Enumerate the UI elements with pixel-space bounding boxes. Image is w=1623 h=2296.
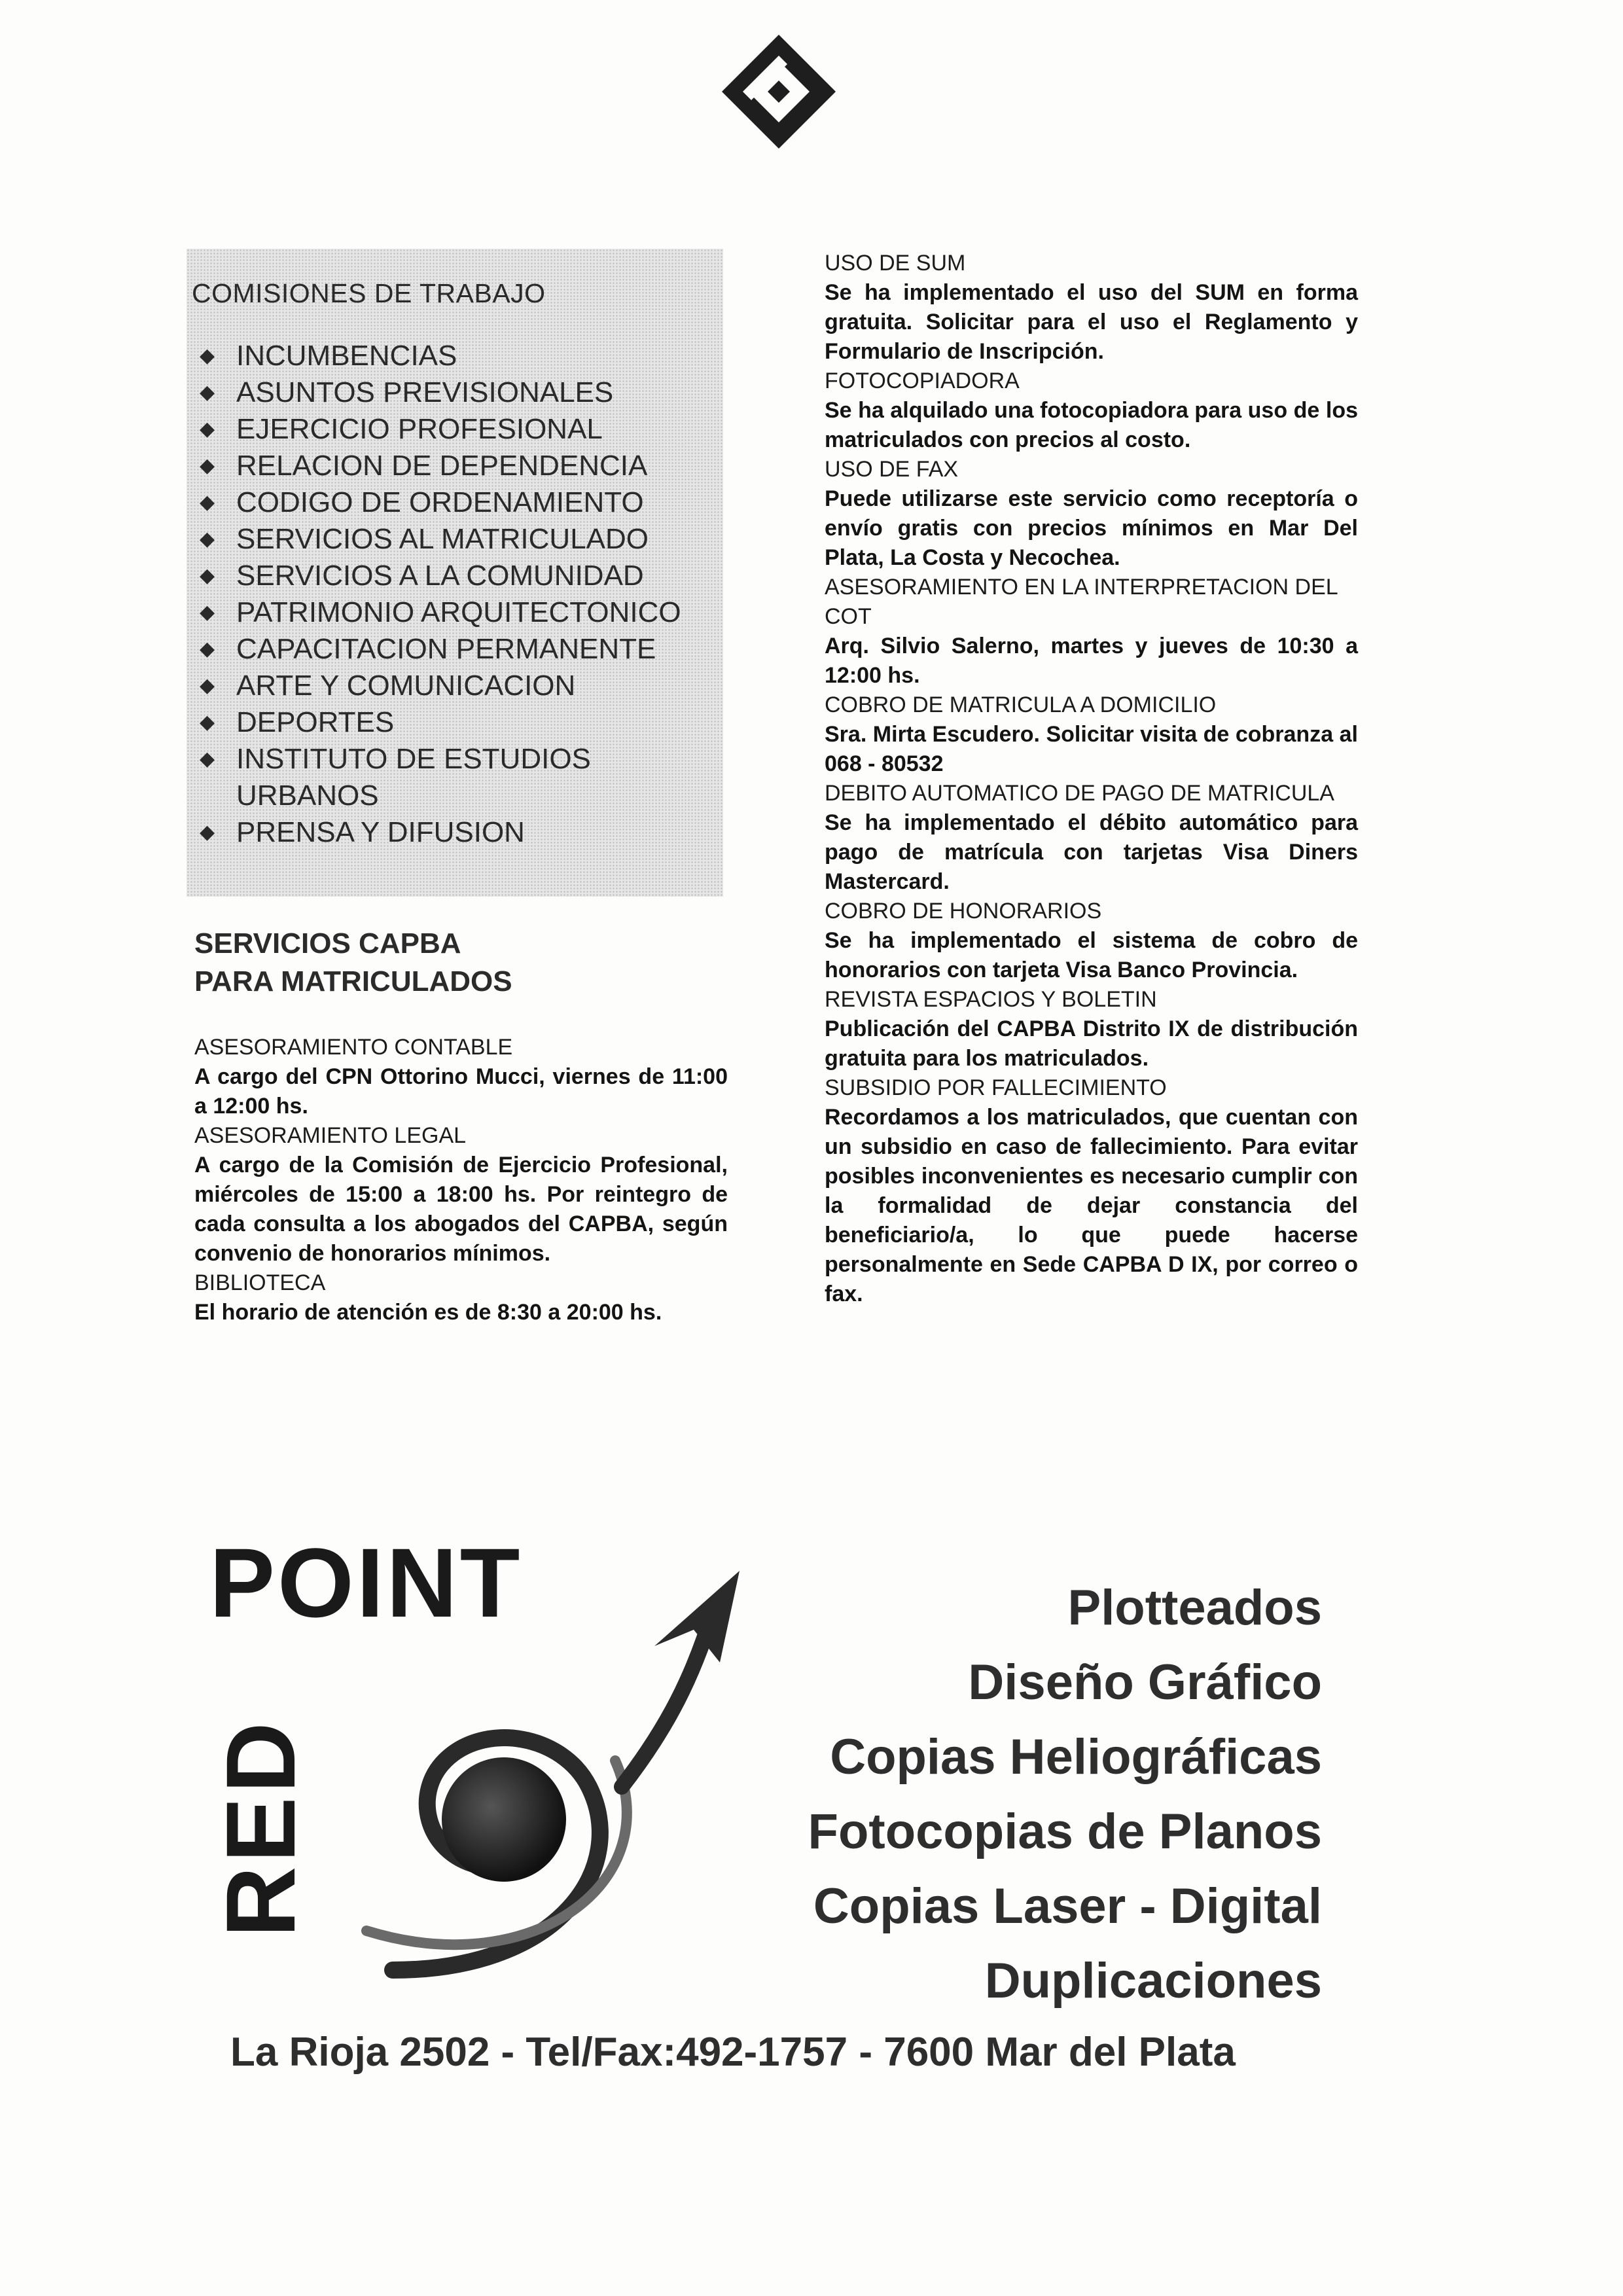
service-body: Se ha implementado el uso del SUM en forma gratuita. Solicitar para el uso el Reglamento y Formulario de Inscripción. [825, 280, 1358, 364]
servicios-left-column [194, 1033, 728, 1327]
service-body: A cargo del CPN Ottorino Mucci, viernes de 11:00 a 12:00 hs. [194, 1064, 728, 1119]
list-item: ◆ INSTITUTO DE ESTUDIOS URBANOS [192, 741, 603, 814]
service-heading: DEBITO AUTOMATICO DE PAGO DE MATRICULA [825, 781, 1334, 806]
comisiones-title: COMISIONES DE TRABAJO [192, 278, 546, 308]
capba-logo [717, 29, 841, 160]
diamond-bullet-icon: ◆ [200, 345, 215, 367]
diamond-bullet-icon: ◆ [200, 748, 215, 770]
ad-service-item: Diseño Gráfico [968, 1655, 1322, 1710]
servicios-title: SERVICIOS CAPBA PARA MATRICULADOS [194, 927, 512, 997]
list-item: ◆ PATRIMONIO ARQUITECTONICO [192, 594, 718, 631]
servicios-right-column [825, 249, 1358, 1309]
service-heading: FOTOCOPIADORA [825, 368, 1020, 393]
service-body: Recordamos a los matriculados, que cuentan con un subsidio en caso de fallecimiento. Para evitar posibles inconvenientes es necesario cumplir con la formalidad de dejar constancia del beneficiario/a, lo que puede hacerse personalmente en Sede CAPBA D IX, por correo o fax. [825, 1105, 1358, 1306]
ad-service-item: Plotteados [1067, 1580, 1322, 1636]
diamond-bullet-icon: ◆ [200, 565, 215, 586]
list-item: ◆ CODIGO DE ORDENAMIENTO [192, 484, 718, 521]
diamond-bullet-icon: ◆ [200, 821, 215, 843]
service-body: El horario de atención es de 8:30 a 20:00 hs. [194, 1300, 662, 1325]
service-heading: BIBLIOTECA [194, 1270, 326, 1295]
list-item: ◆ RELACION DE DEPENDENCIA [192, 448, 718, 484]
diamond-bullet-icon: ◆ [200, 638, 215, 660]
comisiones-box [187, 249, 723, 897]
brand-word-red: RED [205, 1718, 315, 1937]
service-heading: USO DE SUM [825, 251, 966, 276]
service-body: Arq. Silvio Salerno, martes y jueves de 10:30 a 12:00 hs. [825, 634, 1358, 688]
service-body: Se ha implementado el sistema de cobro de honorarios con tarjeta Visa Banco Provincia. [825, 928, 1358, 982]
service-heading: REVISTA ESPACIOS Y BOLETIN [825, 987, 1157, 1012]
diamond-bullet-icon: ◆ [200, 528, 215, 550]
service-body: Puede utilizarse este servicio como receptoría o envío gratis con precios mínimos en Mar Del Plata, La Costa y Necochea. [825, 486, 1358, 570]
comisiones-list [192, 338, 718, 851]
diamond-bullet-icon: ◆ [200, 711, 215, 733]
service-body: Sra. Mirta Escudero. Solicitar visita de cobranza al 068 - 80532 [825, 722, 1358, 776]
list-item: ◆ EJERCICIO PROFESIONAL [192, 411, 718, 448]
diamond-bullet-icon: ◆ [200, 601, 215, 623]
service-body: A cargo de la Comisión de Ejercicio Profesional, miércoles de 15:00 a 18:00 hs. Por reintegro de cada consulta a los abogados del CAPBA, según convenio de honorarios mínimos. [194, 1153, 728, 1266]
ad-address: La Rioja 2502 - Tel/Fax:492-1757 - 7600 Mar del Plata [230, 2030, 1236, 2075]
ad-service-item: Fotocopias de Planos [808, 1804, 1322, 1859]
list-item: ◆ PRENSA Y DIFUSION [192, 814, 718, 851]
diamond-bullet-icon: ◆ [200, 675, 215, 696]
list-item: ◆ ARTE Y COMUNICACION [192, 668, 718, 704]
service-heading: ASESORAMIENTO CONTABLE [194, 1035, 513, 1060]
service-body: Publicación del CAPBA Distrito IX de distribución gratuita para los matriculados. [825, 1016, 1358, 1071]
service-heading: USO DE FAX [825, 457, 959, 482]
service-body: Se ha alquilado una fotocopiadora para uso de los matriculados con precios al costo. [825, 398, 1358, 452]
service-heading: ASESORAMIENTO LEGAL [194, 1123, 467, 1148]
list-item: ◆ INCUMBENCIAS [192, 338, 718, 374]
list-item: ◆ SERVICIOS A LA COMUNIDAD [192, 558, 718, 594]
service-body: Se ha implementado el débito automático para pago de matrícula con tarjetas Visa Diners Mastercard. [825, 810, 1358, 894]
diamond-bullet-icon: ◆ [200, 382, 215, 403]
ad-services-list [808, 1571, 1322, 2018]
diamond-bullet-icon: ◆ [200, 418, 215, 440]
ad-service-item: Copias Laser - Digital [813, 1878, 1322, 1934]
service-heading: SUBSIDIO POR FALLECIMIENTO [825, 1075, 1167, 1100]
list-item: ◆ DEPORTES [192, 704, 718, 741]
service-heading: COBRO DE MATRICULA A DOMICILIO [825, 692, 1217, 717]
diamond-bullet-icon: ◆ [200, 455, 215, 476]
list-item: ◆ ASUNTOS PREVISIONALES [192, 374, 718, 411]
ad-service-item: Duplicaciones [984, 1953, 1322, 2009]
diamond-bullet-icon: ◆ [200, 492, 215, 513]
ad-service-item: Copias Heliográficas [830, 1729, 1322, 1785]
service-heading: ASESORAMIENTO EN LA INTERPRETACION DEL COT [825, 575, 1338, 629]
service-heading: COBRO DE HONORARIOS [825, 899, 1102, 924]
list-item: ◆ CAPACITACION PERMANENTE [192, 631, 718, 668]
brand-word-point: POINT [209, 1528, 523, 1638]
list-item: ◆ SERVICIOS AL MATRICULADO [192, 521, 718, 558]
red-point-logo [196, 1512, 785, 2009]
